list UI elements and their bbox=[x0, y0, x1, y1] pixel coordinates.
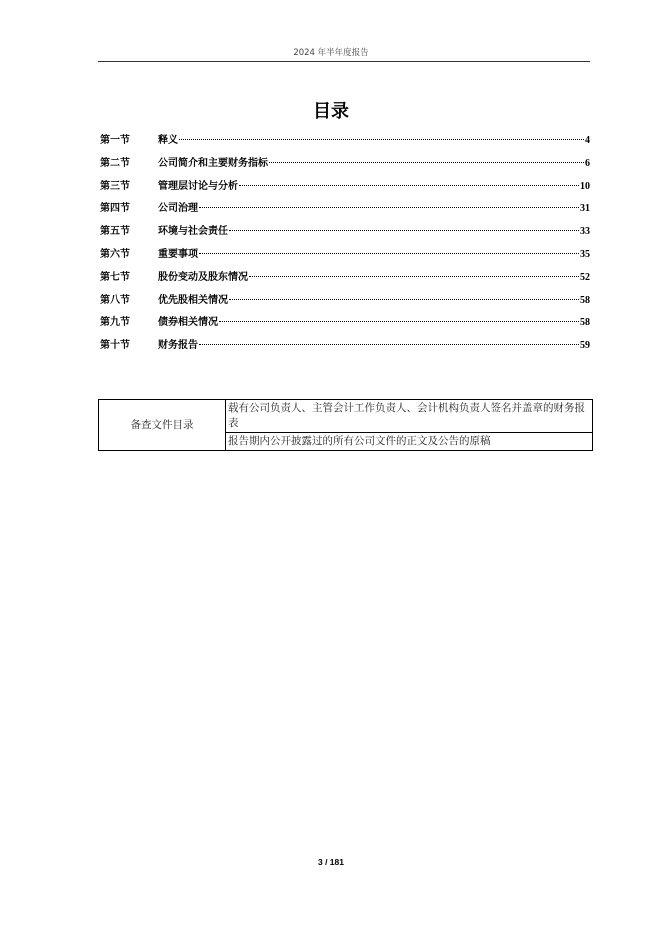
toc-entry[interactable] bbox=[100, 222, 590, 245]
toc-dot-leader bbox=[229, 299, 579, 300]
toc-entry[interactable] bbox=[100, 336, 590, 359]
toc-page-number: 31 bbox=[580, 203, 590, 215]
toc-section-title: 环境与社会责任 bbox=[158, 226, 228, 238]
toc-section-title: 优先股相关情况 bbox=[158, 294, 228, 306]
toc-page-number: 33 bbox=[580, 226, 590, 238]
toc-section-number: 第一节 bbox=[100, 135, 130, 146]
toc-entry[interactable] bbox=[100, 131, 590, 154]
toc-section-title: 释义 bbox=[158, 135, 178, 146]
toc-page-number: 4 bbox=[585, 135, 590, 146]
toc-page-number: 10 bbox=[580, 180, 590, 192]
toc-entry[interactable] bbox=[100, 199, 590, 222]
toc-page-number: 6 bbox=[585, 157, 590, 169]
toc-entry[interactable] bbox=[100, 291, 590, 314]
page-indicator: 3 / 181 bbox=[318, 857, 344, 867]
reference-documents-table bbox=[98, 399, 593, 451]
toc-section-title: 公司简介和主要财务指标 bbox=[158, 157, 268, 169]
toc-section-number: 第六节 bbox=[100, 248, 130, 260]
toc-section-title: 股份变动及股东情况 bbox=[158, 271, 248, 283]
toc-page-number: 58 bbox=[580, 294, 590, 306]
table-row bbox=[99, 400, 593, 433]
toc-section-title: 债券相关情况 bbox=[158, 317, 218, 329]
toc-dot-leader bbox=[199, 207, 579, 208]
toc-entry[interactable] bbox=[100, 268, 590, 291]
toc-page-number: 52 bbox=[580, 271, 590, 283]
toc-section-number: 第七节 bbox=[100, 271, 130, 283]
toc-section-title: 财务报告 bbox=[158, 340, 198, 352]
toc-section-title: 管理层讨论与分析 bbox=[158, 180, 238, 192]
toc-entry[interactable] bbox=[100, 313, 590, 336]
toc-entry[interactable] bbox=[100, 245, 590, 268]
reference-document-item: 载有公司负责人、主管会计工作负责人、会计机构负责人签名并盖章的财务报表 bbox=[226, 400, 593, 433]
toc-section-title: 公司治理 bbox=[158, 203, 198, 215]
toc-section-number: 第十节 bbox=[100, 340, 130, 352]
toc-dot-leader bbox=[269, 162, 584, 163]
toc-dot-leader bbox=[179, 139, 584, 140]
toc-section-number: 第九节 bbox=[100, 317, 130, 329]
toc-section-number: 第八节 bbox=[100, 294, 130, 306]
toc-page-number: 58 bbox=[580, 317, 590, 329]
report-header-title: 2024 年半年度报告 bbox=[293, 48, 369, 58]
toc-section-number: 第五节 bbox=[100, 226, 130, 238]
reference-documents-label: 备查文件目录 bbox=[99, 400, 226, 451]
toc-section-number: 第四节 bbox=[100, 203, 130, 215]
toc-section-number: 第二节 bbox=[100, 157, 130, 169]
toc-heading: 目录 bbox=[313, 101, 349, 122]
toc-entry[interactable] bbox=[100, 177, 590, 200]
toc-dot-leader bbox=[219, 321, 579, 322]
toc-page-number: 59 bbox=[580, 340, 590, 352]
toc-dot-leader bbox=[249, 276, 579, 277]
toc-section-title: 重要事项 bbox=[158, 248, 198, 260]
toc-section-number: 第三节 bbox=[100, 180, 130, 192]
toc-entry[interactable] bbox=[100, 154, 590, 177]
toc-dot-leader bbox=[229, 230, 579, 231]
table-of-contents bbox=[100, 131, 590, 359]
header-divider bbox=[98, 61, 590, 62]
reference-document-item: 报告期内公开披露过的所有公司文件的正文及公告的原稿 bbox=[226, 433, 593, 451]
toc-dot-leader bbox=[239, 185, 579, 186]
toc-dot-leader bbox=[199, 253, 579, 254]
toc-page-number: 35 bbox=[580, 248, 590, 260]
toc-dot-leader bbox=[199, 344, 579, 345]
